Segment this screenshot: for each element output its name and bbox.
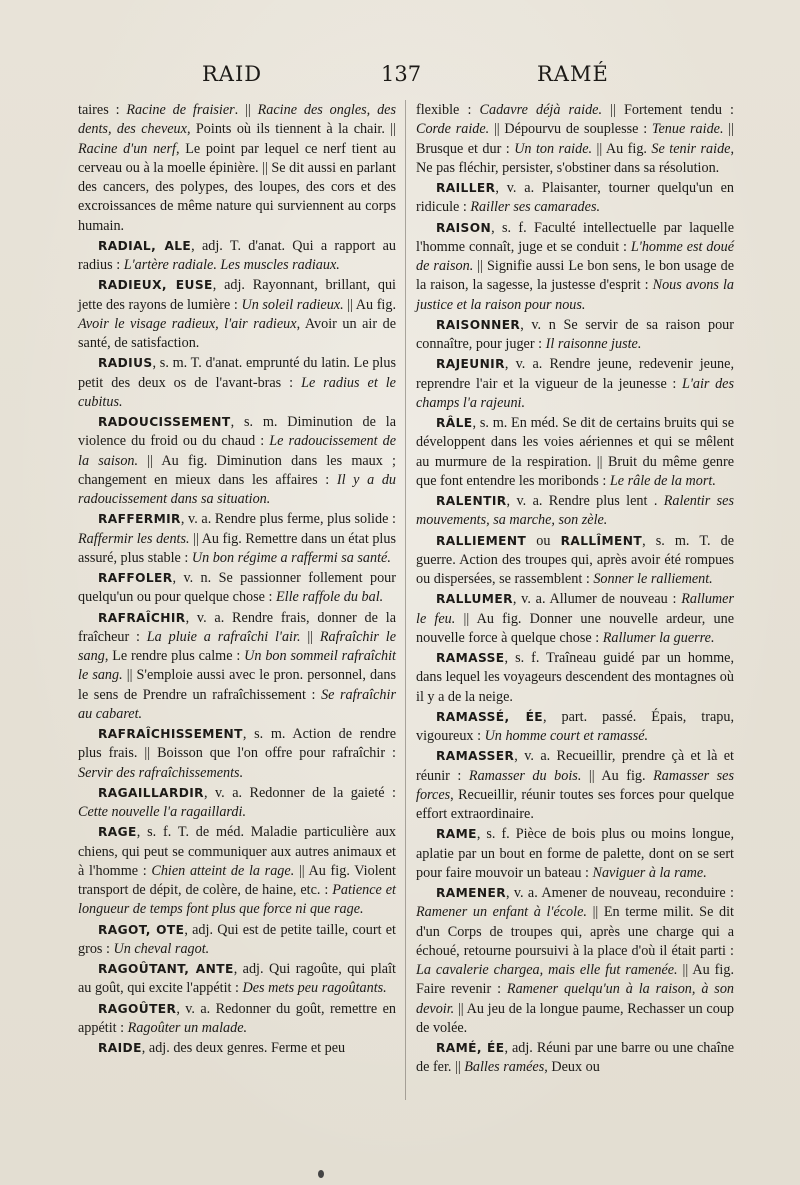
entry-headword: RALLÎMENT [560,533,643,548]
dictionary-entry [416,649,734,707]
entry-example: Un ton raide. [514,140,593,157]
entry-text: , v. a. Allumer de nouveau : [512,591,682,608]
entry-text: || Au fig. [343,296,396,313]
entry-example: Corde raide. [416,121,490,138]
entry-example: Racine d'un nerf [78,140,176,157]
entry-text: ou [526,532,561,549]
right-column [416,101,734,1079]
entry-example: Nous avons la justice et la raison pour nous. [416,277,734,313]
entry-headword: RAISON [436,220,492,235]
dictionary-entry [416,492,734,531]
dictionary-entry [78,510,396,568]
dictionary-entry [78,354,396,412]
dictionary-entry [416,708,734,747]
dictionary-entry [78,1039,396,1058]
dictionary-entry [78,237,396,276]
entry-text: , adj. Qui est de petite taille, court et gros : [78,921,396,957]
entry-text: || Signifie aussi Le bon sens, le bon usage de la raison, la sagesse, la justesse d'esprit : [416,258,735,294]
entry-example: Rallumer la guerre. [602,629,715,646]
entry-headword: RAFFERMIR [98,512,181,527]
dictionary-entry [416,1039,734,1078]
entry-text: , adj. T. d'anat. Qui a rapport au radius : [78,237,396,273]
entry-example: Il raisonne juste. [545,336,642,352]
entry-text: , v. a. Rendre plus ferme, plus solide : [180,511,396,528]
entry-text: , Le rendre plus calme : [104,648,245,664]
entry-headword: RADIAL, ALE [98,238,192,253]
entry-text: , v. n Se servir de sa raison pour connaître, pour juger : [416,316,734,352]
entry-headword: RAMASSER [436,749,515,764]
entry-example: L'artère radiale. Les muscles radiaux. [123,257,340,273]
left-column [78,101,396,1059]
entry-headword: RAGE [98,825,137,840]
entry-text: , part. passé. Épais, trapu, vigoureux : [416,708,734,744]
entry-example: Un cheval ragot. [113,940,210,957]
dictionary-entry [78,276,396,353]
entry-example: Des mets peu ragoûtants. [242,980,387,997]
running-header [0,62,800,92]
entry-headword: RAME [436,827,477,842]
entry-text: || Brusque et dur : [416,121,734,157]
dictionary-entry [78,784,396,823]
entry-headword: RAMÉ, ÉE [436,1041,505,1055]
entry-example: Tenue raide. [651,121,724,138]
entry-text: || Au fig. Diminution dans les maux ; changement en mieux dans les affaires : [78,452,396,488]
entry-text: , s. m. T. de guerre. Action des troupes qui, après avoir été rompues ou dispersées, se rassemblent : [416,532,735,587]
entry-example: Naviguer à la rame. [592,864,707,881]
entry-text: , adj. Qui ragoûte, qui plaît au goût, qui excite l'appétit : [78,961,396,997]
entry-headword: RADIEUX, EUSE [98,278,213,293]
entry-text: , v. a. Amener de nouveau, reconduire : [505,885,734,901]
entry-headword: RAILLER [436,181,496,195]
entry-headword: RAJEUNIR [436,357,505,372]
entry-text: , adj. des deux genres. Ferme et peu [141,1040,346,1056]
right-guide-word: RAMÉ [537,62,609,86]
entry-text: , v. a. Recueillir, prendre çà et là et réunir : [416,748,734,784]
entry-text: || S'emploie aussi avec le pron. personnel, dans le sens de Prendre un rafraîchissement : [78,667,396,703]
dictionary-entry [416,884,734,1038]
entry-example: Ralentir ses mouvements, sa marche, son zèle. [416,493,734,529]
dictionary-entry [78,413,396,509]
entry-headword: RAGAILLARDIR [98,785,204,800]
dictionary-entry [78,609,396,725]
entry-text: || Au fig. Violent transport de dépit, de colère, de haine, etc. : [78,862,396,898]
entry-example: Patience et longueur de temps font plus que force ni que rage. [78,882,396,918]
dictionary-entry [78,823,396,919]
entry-text: , Le point par lequel ce nerf tient au cerveau ou à la moelle épinière. || Se dit aussi en parlant des cancers, des polypes, des loupes, des cors et des excroissances de même nature qui surviennent au corps humain. [78,140,396,234]
entry-text: , v. a. Rendre plus lent . [506,493,664,509]
dictionary-entry [416,101,734,178]
entry-text: || Dépourvu de souplesse : [489,121,652,138]
entry-example: Il y a du radoucissement dans sa situation. [78,471,397,507]
entry-example: Un bon régime a raffermi sa santé. [191,549,391,566]
entry-headword: RADOUCISSEMENT [98,415,231,429]
entry-headword: RAFRAÎCHIR [98,610,186,625]
entry-text: flexible : [416,102,480,118]
entry-example: La pluie a rafraîchi l'air. [146,628,301,645]
dictionary-entry [416,532,734,590]
entry-text: , adj. Réuni par une barre ou une chaîne de fer. || [416,1040,735,1076]
entry-example: Ramasser ses forces [416,767,734,803]
entry-example: Le radius et le cubitus. [78,374,396,410]
dictionary-entry [416,825,734,883]
entry-text: , v. a. Redonner de la gaieté : [203,784,396,801]
entry-text: || Au fig. Remettre dans un état plus assuré, plus stable : [78,530,396,566]
entry-headword: RAMASSÉ, ÉE [436,709,544,724]
entry-headword: RÂLE [436,416,473,430]
entry-text: , Deux ou [544,1059,600,1076]
entry-text: , s. m. T. d'anat. emprunté du latin. Le plus petit des deux os de l'avant-bras : [78,355,396,391]
entry-example: Ramasser du bois. [468,767,582,784]
dictionary-entry [416,355,734,413]
entry-example: Un homme court et ramassé. [484,728,649,744]
entry-example: Cette nouvelle l'a ragaillardi. [78,804,247,820]
page-number: 137 [381,62,422,86]
dictionary-entry [416,219,734,315]
entry-headword: RAFRAÎCHISSEMENT [98,727,243,741]
entry-text: taires : [78,102,127,118]
entry-example: Cadavre déjà raide. [479,102,603,118]
entry-text: , v. a. Redonner du goût, remettre en appétit : [78,1000,396,1036]
entry-example: Ramener quelqu'un à la raison, à son devoir. [416,981,735,1017]
dictionary-entry [416,316,734,355]
entry-example: Balles ramées [464,1059,545,1076]
entry-example: Railler ses camarades. [470,199,601,216]
dictionary-entry [78,569,396,608]
entry-text: , s. f. T. de méd. Maladie particulière aux chiens, qui peut se communiquer aux autres animaux et à l'homme : [78,824,396,879]
entry-example: Racine des ongles, des dents, des cheveux [78,102,396,138]
dictionary-entry [78,725,396,783]
entry-text: , s. m. Diminution de la violence du froid ou du chaud : [78,414,396,450]
entry-headword: RALLUMER [436,592,513,607]
page-mark [318,1170,324,1178]
column-divider [405,100,406,1100]
entry-headword: RAISONNER [436,317,521,332]
entry-text: , adj. Rayonnant, brillant, qui jette des rayons de lumière : [78,277,397,313]
entry-example: Un bon sommeil rafraîchit le sang. [78,648,396,684]
entry-headword: RADIUS [98,356,153,371]
entry-text: || Au jeu de la longue paume, Rechasser un coup de volée. [416,1000,734,1036]
entry-example: Raffermir les dents. [78,530,190,547]
entry-text: , s. f. Pièce de bois plus ou moins longue, aplatie par un bout en forme de palette, dont on se sert pour faire mouvoir un bateau : [416,826,734,881]
entry-text: , Ne pas fléchir, persister, s'obstiner dans sa résolution. [416,140,735,176]
entry-headword: RALENTIR [436,494,507,508]
entry-example: Chien atteint de la rage. [151,862,295,879]
entry-example: Rallumer le feu. [416,591,734,627]
entry-text: , s. f. Faculté intellectuelle par laquelle l'homme connaît, juge et se conduit : [416,219,734,255]
dictionary-entry [78,101,396,236]
entry-text: , v. a. Rendre frais, donner de la fraîcheur : [78,609,396,645]
entry-headword: RAGOÛTANT, ANTE [98,962,234,976]
entry-example: Avoir le visage radieux, l'air radieux [78,315,297,332]
entry-text: . || [234,102,258,118]
entry-headword: RAMENER [436,886,506,900]
entry-text: || En terme milit. Se dit d'un Corps de troupes qui, après une charge qui a échoué, retourne poursuivi à la place d'où il était parti : [416,904,734,959]
left-guide-word: RAID [202,62,263,86]
dictionary-entry [78,960,396,999]
dictionary-entry [78,921,396,960]
entry-text: || Fortement tendu : [602,102,734,118]
entry-text: , s. m. En méd. Se dit de certains bruits qui se développent dans les voies aériennes et qui se mêlent au murmure de la respiration. || Bruit du même genre que font entendre les moribonds : [416,415,734,489]
entry-headword: RAFFOLER [98,571,173,585]
entry-text: , s. m. Action de rendre plus frais. || Boisson que l'on offre pour rafraîchir : [78,726,396,762]
dictionary-entry [416,590,734,648]
entry-example: La cavalerie chargea, mais elle fut ramenée. [416,962,678,978]
entry-text: || Au fig. Faire revenir : [416,962,734,998]
entry-example: Le râle de la mort. [609,472,716,489]
entry-example: Racine de fraisier [126,102,235,118]
dictionary-entry [416,747,734,824]
entry-example: Le radoucissement de la saison. [78,433,397,469]
dictionary-entry [78,1000,396,1039]
entry-example: Un soleil radieux. [241,296,344,313]
dictionary-entry [416,179,734,218]
entry-headword: RAIDE [98,1041,142,1055]
entry-example: Ragoûter un malade. [127,1019,248,1036]
entry-example: Se rafraîchir au cabaret. [78,686,396,722]
entry-text: || [300,628,320,645]
entry-text: || Au fig. Donner une nouvelle ardeur, une nouvelle force à quelque chose : [416,610,735,646]
entry-text: || Au fig. [592,140,652,157]
entry-text: , Avoir un air de santé, de satisfaction. [78,315,396,351]
entry-headword: RAMASSE [436,651,505,665]
entry-example: Se tenir raide [651,140,731,157]
entry-text: , s. f. Traîneau guidé par un homme, dans lequel les voyageurs descendent des montagnes où il y a de la neige. [416,650,734,705]
entry-text: , v. a. Rendre jeune, redevenir jeune, reprendre l'air et la vigueur de la jeunesse : [416,356,734,392]
entry-text: , Recueillir, réunir toutes ses forces pour quelque effort extraordinaire. [416,786,734,822]
entry-example: Elle raffole du bal. [276,589,384,606]
entry-example: Rafraîchir le sang [78,628,397,664]
entry-example: Sonner le ralliement. [593,571,713,587]
entry-example: Ramener un enfant à l'école. [416,904,587,921]
entry-text: , v. a. Plaisanter, tourner quelqu'un en ridicule : [416,180,734,216]
entry-example: L'air des champs l'a rajeuni. [416,375,734,411]
entry-headword: RALLIEMENT [436,533,527,548]
entry-text: || Au fig. [581,767,654,784]
entry-text: , v. n. Se passionner follement pour quelqu'un ou pour quelque chose : [78,570,396,606]
entry-example: Servir des rafraîchissements. [78,764,244,781]
entry-example: L'homme est doué de raison. [416,238,734,274]
entry-headword: RAGOÛTER [98,1001,177,1016]
entry-headword: RAGOT, OTE [98,922,185,937]
dictionary-entry [416,414,734,491]
entry-text: , Points où ils tiennent à la chair. || [186,121,396,138]
